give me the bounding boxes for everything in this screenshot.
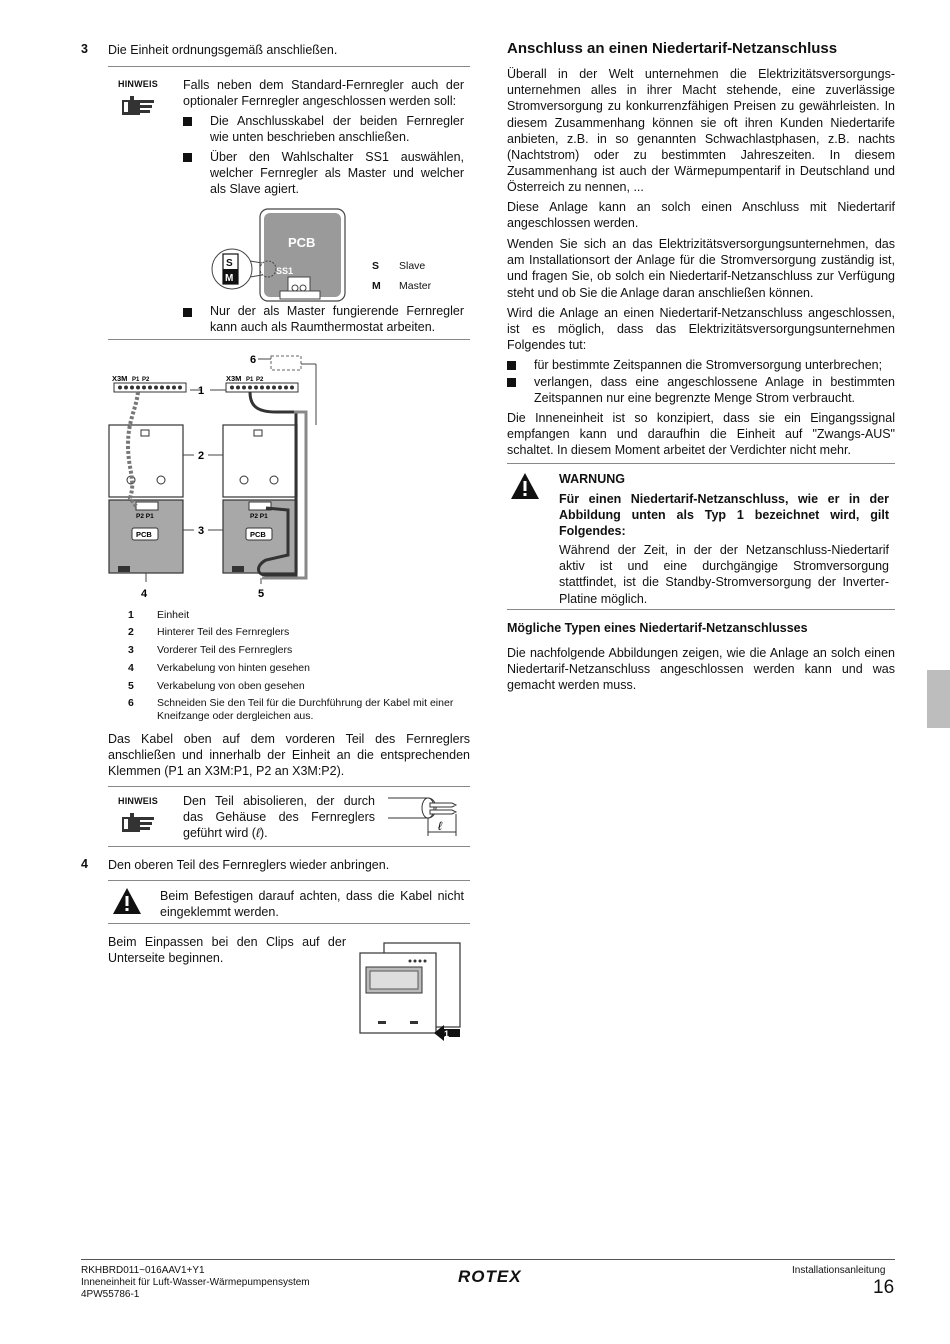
length-symbol: ℓ	[438, 819, 442, 833]
legend-item: 3 Vorderer Teil des Fernreglers	[128, 644, 293, 656]
page-number: 16	[873, 1277, 895, 1298]
p2p1-label: P2 P1	[250, 513, 268, 520]
legend-item: 1 Einheit	[128, 609, 190, 621]
p1-label: P1	[132, 377, 140, 383]
pcb-switch-figure	[200, 205, 450, 305]
paragraph-6: Die nachfolgende Abbildungen zeigen, wie die Anlage an solch einen Niedertarif-Netzanschluss angeschlossen werden kann und was gemacht werden muss.	[507, 646, 895, 693]
bullet-marker	[183, 117, 192, 126]
paragraph-1: Überall in der Welt unternehmen die Elektrizitätsversorgungs-unternehmen alles in ihrer Macht stehende, eine zuverlässige Stromversorgung zu konkurrenzfähigen Preisen zu gewährleisten. In diesem Zusammenhang können sie oft ihren Kunden Niedertarife anbieten, z.B. in so genannten Schwachlastphasen, z.B. nachts (Nachtstrom) oder zu bestimmten Jahreszeiten. In diesem Zusammenhang ist auch der Wärmepumpentarif in Deutschland und Österreich zu nennen, ...	[507, 67, 895, 195]
legend-m-key: M	[372, 280, 381, 292]
callout-1: 1	[198, 385, 205, 397]
paragraph-5: Die Inneneinheit ist so konzipiert, dass sie ein Eingangssignal empfangen kann und daraufhin die Einheit auf "Zwangs-AUS" schaltet. In diesem Moment arbeitet der Verdichter nicht mehr.	[507, 411, 895, 458]
step-3-number: 3	[81, 42, 88, 56]
divider	[108, 880, 470, 881]
note-intro: Falls neben dem Standard-Fernregler auch der optionaler Fernregler angeschlossen werden soll:	[183, 78, 464, 109]
warning-bold-text: Für einen Niedertarif-Netzanschluss, wie er in der Abbildung unten als Typ 1 bezeichnet wird, gilt Folgendes:	[559, 492, 889, 539]
callout-4: 4	[141, 588, 148, 600]
step-3-text: Die Einheit ordnungsgemäß anschließen.	[108, 43, 338, 57]
divider	[108, 846, 470, 847]
x3m-label: X3M	[112, 374, 128, 383]
footer-product: Inneneinheit für Luft-Wasser-Wärmepumpensystem	[81, 1277, 310, 1288]
divider	[108, 923, 470, 924]
warning-text: Während der Zeit, in der der Netzanschluss-Niedertarif aktiv ist und eine durchgängige Stromversorgung stattfindet, ist die Standby-Stromversorgung der Inverter-Platine möglich.	[559, 543, 889, 606]
pcb-label-right: PCB	[250, 530, 266, 539]
bullet-marker	[183, 308, 192, 317]
pointing-hand-icon	[120, 811, 156, 833]
divider	[108, 66, 470, 67]
right-bullet-1: für bestimmte Zeitspannen die Stromversorgung unterbrechen;	[534, 358, 883, 372]
caution-text: Beim Befestigen darauf achten, dass die Kabel nicht eingeklemmt werden.	[160, 889, 464, 920]
side-tab-marker	[927, 670, 950, 728]
p1-label: P1	[246, 377, 254, 383]
note-bullet-2: Über den Wahlschalter SS1 auswählen, welcher Fernregler als Master und welcher als Slave agiert.	[210, 150, 464, 197]
clips-instructions: Beim Einpassen bei den Clips auf der Unterseite beginnen.	[108, 935, 346, 966]
note-bullet-1: Die Anschlusskabel der beiden Fernregler wie unten beschrieben anschließen.	[210, 114, 464, 145]
legend-item: 5 Verkabelung von oben gesehen	[128, 680, 305, 692]
bullet-marker	[507, 361, 516, 370]
pcb-label-left: PCB	[136, 530, 152, 539]
x3m-label: X3M	[226, 374, 242, 383]
callout-5: 5	[258, 588, 265, 600]
pcb-label: PCB	[288, 235, 316, 250]
note-strip-text: Den Teil abisolieren, der durch das Gehäuse des Fernreglers geführt wird (ℓ).	[183, 794, 375, 841]
warning-triangle-icon	[112, 887, 142, 915]
footer-doc-number: 4PW55786-1	[81, 1289, 140, 1300]
legend-item: 2 Hinterer Teil des Fernreglers	[128, 626, 290, 638]
bullet-marker	[183, 153, 192, 162]
switch-m-label: M	[225, 273, 234, 284]
note-label: HINWEIS	[118, 79, 158, 89]
divider	[108, 339, 470, 340]
legend-item: 4 Verkabelung von hinten gesehen	[128, 662, 310, 674]
rotex-logo: ROTEX	[458, 1267, 522, 1286]
divider	[507, 463, 895, 464]
p2p1-label: P2 P1	[136, 513, 154, 520]
remote-clips-figure	[358, 941, 468, 1041]
footer-model: RKHBRD011~016AAV1+Y1	[81, 1265, 205, 1276]
wiring-figure	[106, 350, 322, 602]
legend-s-label: Slave	[399, 260, 426, 272]
section-heading: Anschluss an einen Niedertarif-Netzanschluss	[507, 40, 838, 57]
paragraph-2: Diese Anlage kann an solch einen Anschluss mit Niedertarif angeschlossen werden.	[507, 200, 895, 231]
cable-strip-illustration	[386, 792, 466, 842]
note-bullet-3: Nur der als Master fungierende Fernregler kann auch als Raumthermostat arbeiten.	[210, 304, 464, 335]
switch-s-label: S	[226, 258, 233, 269]
pointing-hand-icon	[120, 94, 156, 116]
subheading: Mögliche Typen eines Niedertarif-Netzanschlusses	[507, 621, 808, 635]
callout-6: 6	[250, 354, 257, 366]
p2-label: P2	[256, 377, 264, 383]
divider	[108, 786, 470, 787]
footer-manual: Installationsanleitung	[792, 1265, 886, 1276]
note-label: HINWEIS	[118, 796, 158, 806]
divider	[507, 609, 895, 610]
footer-divider	[81, 1259, 895, 1260]
legend-s-key: S	[372, 260, 380, 272]
paragraph-4: Wird die Anlage an einen Niedertarif-Netzanschluss angeschlossen, ist es möglich, dass das Elektrizitätsversorgungsunternehmen Folgendes tut:	[507, 306, 895, 353]
cable-instructions: Das Kabel oben auf dem vorderen Teil des Fernreglers anschließen und innerhalb der Einheit an die entsprechenden Klemmen (P1 an X3M:P1, P2 an X3M:P2).	[108, 732, 470, 779]
bullet-marker	[507, 378, 516, 387]
right-bullet-2: verlangen, dass eine angeschlossene Anlage in bestimmten Zeitspannen nur eine begrenzte Menge Strom verbraucht.	[534, 375, 895, 406]
warning-title: WARNUNG	[559, 472, 625, 486]
p2-label: P2	[142, 377, 150, 383]
step-4-number: 4	[81, 857, 88, 871]
paragraph-3: Wenden Sie sich an das Elektrizitätsversorgungsunternehmen, das am Installationsort der Anlage für die Stromversorgung zuständig ist, und fragen Sie, ob solch ein Niedertarif-Netzanschluss zur Verfügung steht und ob Sie die Anlage daran anschließen können.	[507, 237, 895, 300]
step-4-text: Den oberen Teil des Fernreglers wieder anbringen.	[108, 858, 390, 872]
legend-m-label: Master	[399, 280, 432, 292]
callout-1: 1	[444, 1029, 450, 1039]
legend-item: 6 Schneiden Sie den Teil für die Durchführung der Kabel mit einer Kneifzange oder dergleichen aus.	[128, 697, 454, 722]
callout-3: 3	[198, 525, 205, 537]
callout-2: 2	[198, 450, 205, 462]
warning-triangle-icon	[510, 472, 540, 500]
ss1-label: SS1	[276, 266, 294, 276]
